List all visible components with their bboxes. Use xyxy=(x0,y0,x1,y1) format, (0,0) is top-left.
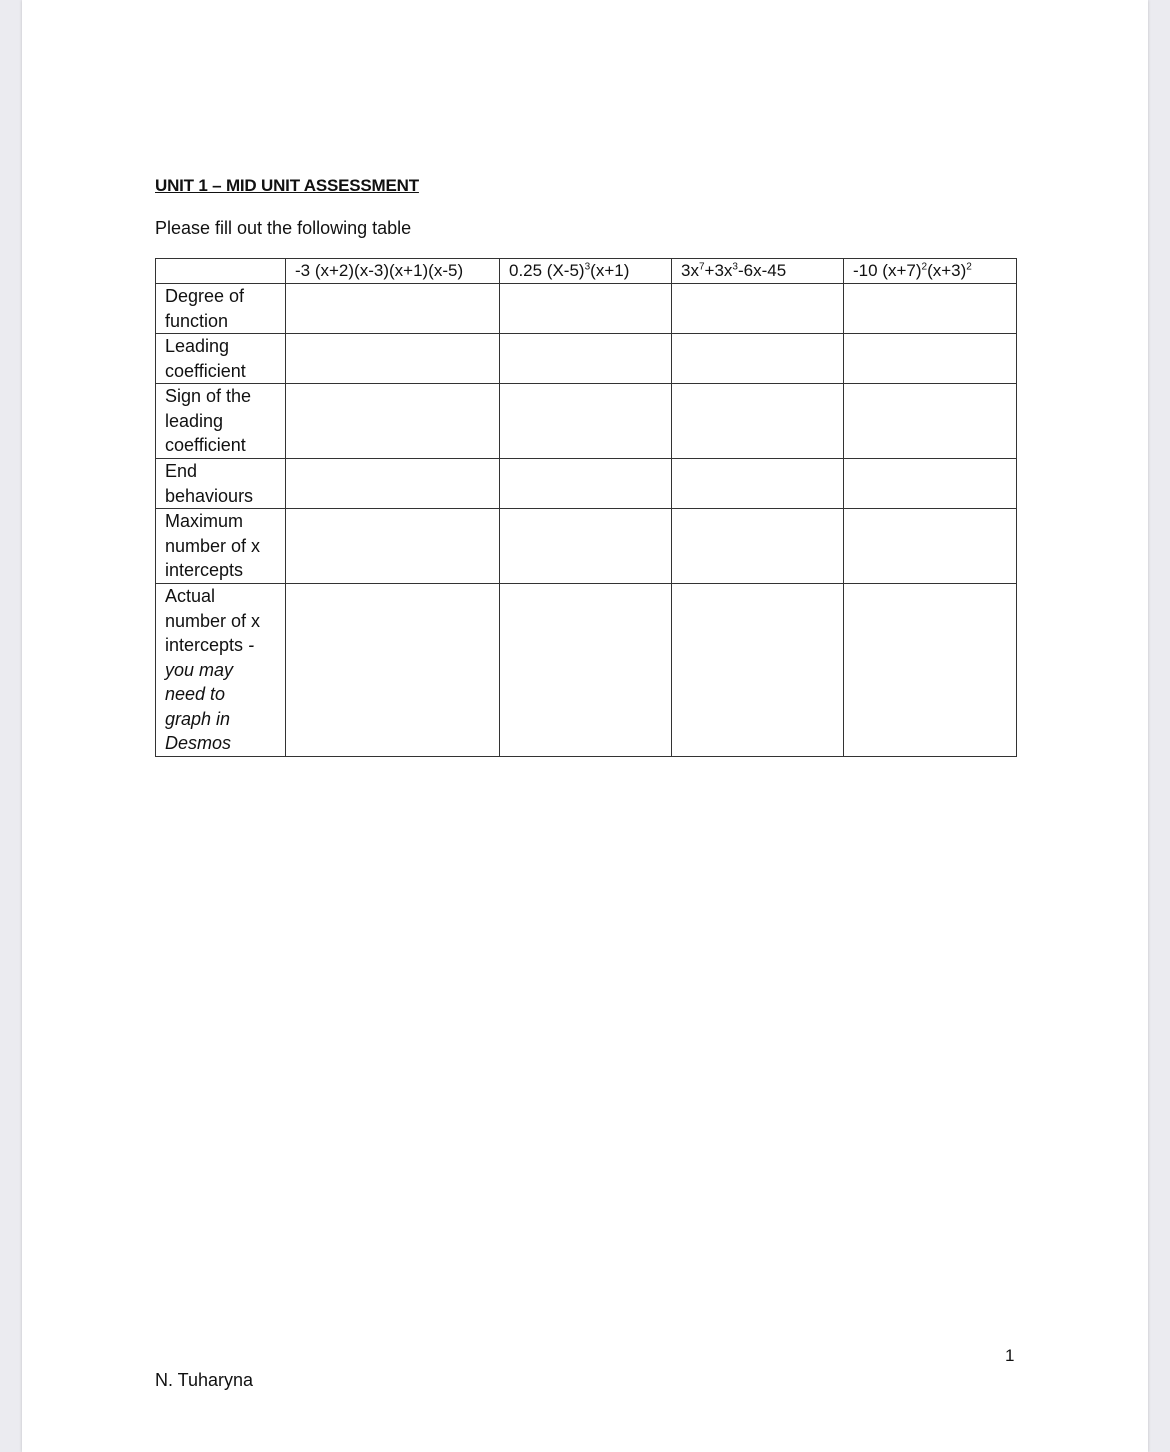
row-label xyxy=(156,459,286,509)
answer-cell[interactable] xyxy=(844,509,1017,584)
instructions-text: Please fill out the following table xyxy=(155,218,412,238)
answer-cell[interactable] xyxy=(672,384,844,459)
author-footer: N. Tuharyna xyxy=(155,1370,254,1390)
table-row xyxy=(156,284,1017,334)
table-row xyxy=(156,384,1017,459)
function-header: -3 (x+2)(x-3)(x+1)(x-5) xyxy=(286,259,500,284)
row-label-text: Degree of function xyxy=(165,286,245,331)
answer-cell[interactable] xyxy=(844,284,1017,334)
page-title: UNIT 1 – MID UNIT ASSESSMENT xyxy=(155,176,419,195)
function-header: 0.25 $(X-5)^3(x+1)$ xyxy=(500,259,672,284)
row-label-text: End behaviours xyxy=(165,461,254,506)
answer-cell[interactable] xyxy=(500,384,672,459)
row-label xyxy=(156,284,286,334)
answer-cell[interactable] xyxy=(672,584,844,757)
row-label xyxy=(156,509,286,584)
answer-cell[interactable] xyxy=(672,334,844,384)
table-corner-cell xyxy=(156,259,286,284)
row-label xyxy=(156,584,286,757)
page-number: 1 xyxy=(1005,1346,1015,1365)
row-label-text: Actual number of x intercepts xyxy=(165,586,261,655)
answer-cell[interactable] xyxy=(286,284,500,334)
table-row xyxy=(156,584,1017,757)
row-note-text: -you may need to graph in Desmos xyxy=(165,635,255,753)
row-label-text: Sign of the leading coefficient xyxy=(165,386,252,455)
answer-cell[interactable] xyxy=(844,384,1017,459)
function-header: -10 $(x+7)^2(x+3)^2$ xyxy=(844,259,1017,284)
answer-cell[interactable] xyxy=(672,284,844,334)
answer-cell[interactable] xyxy=(672,459,844,509)
answer-cell[interactable] xyxy=(286,584,500,757)
answer-cell[interactable] xyxy=(844,334,1017,384)
table-header-row xyxy=(156,259,1017,284)
answer-cell[interactable] xyxy=(286,509,500,584)
row-label xyxy=(156,384,286,459)
table-row xyxy=(156,459,1017,509)
function-header: $3x^7+3x^3-6x-45$ xyxy=(672,259,844,284)
row-label-text: Leading coefficient xyxy=(165,336,246,381)
answer-cell[interactable] xyxy=(844,459,1017,509)
table-row xyxy=(156,509,1017,584)
answer-cell[interactable] xyxy=(500,584,672,757)
row-label-text: Maximum number of x intercepts xyxy=(165,511,261,580)
assessment-table xyxy=(155,258,1017,757)
answer-cell[interactable] xyxy=(844,584,1017,757)
answer-cell[interactable] xyxy=(500,334,672,384)
answer-cell[interactable] xyxy=(500,284,672,334)
table-row xyxy=(156,334,1017,384)
answer-cell[interactable] xyxy=(286,334,500,384)
answer-cell[interactable] xyxy=(286,459,500,509)
answer-cell[interactable] xyxy=(500,509,672,584)
document-page xyxy=(22,0,1148,1452)
answer-cell[interactable] xyxy=(500,459,672,509)
answer-cell[interactable] xyxy=(286,384,500,459)
row-label xyxy=(156,334,286,384)
table-body xyxy=(156,284,1017,757)
answer-cell[interactable] xyxy=(672,509,844,584)
